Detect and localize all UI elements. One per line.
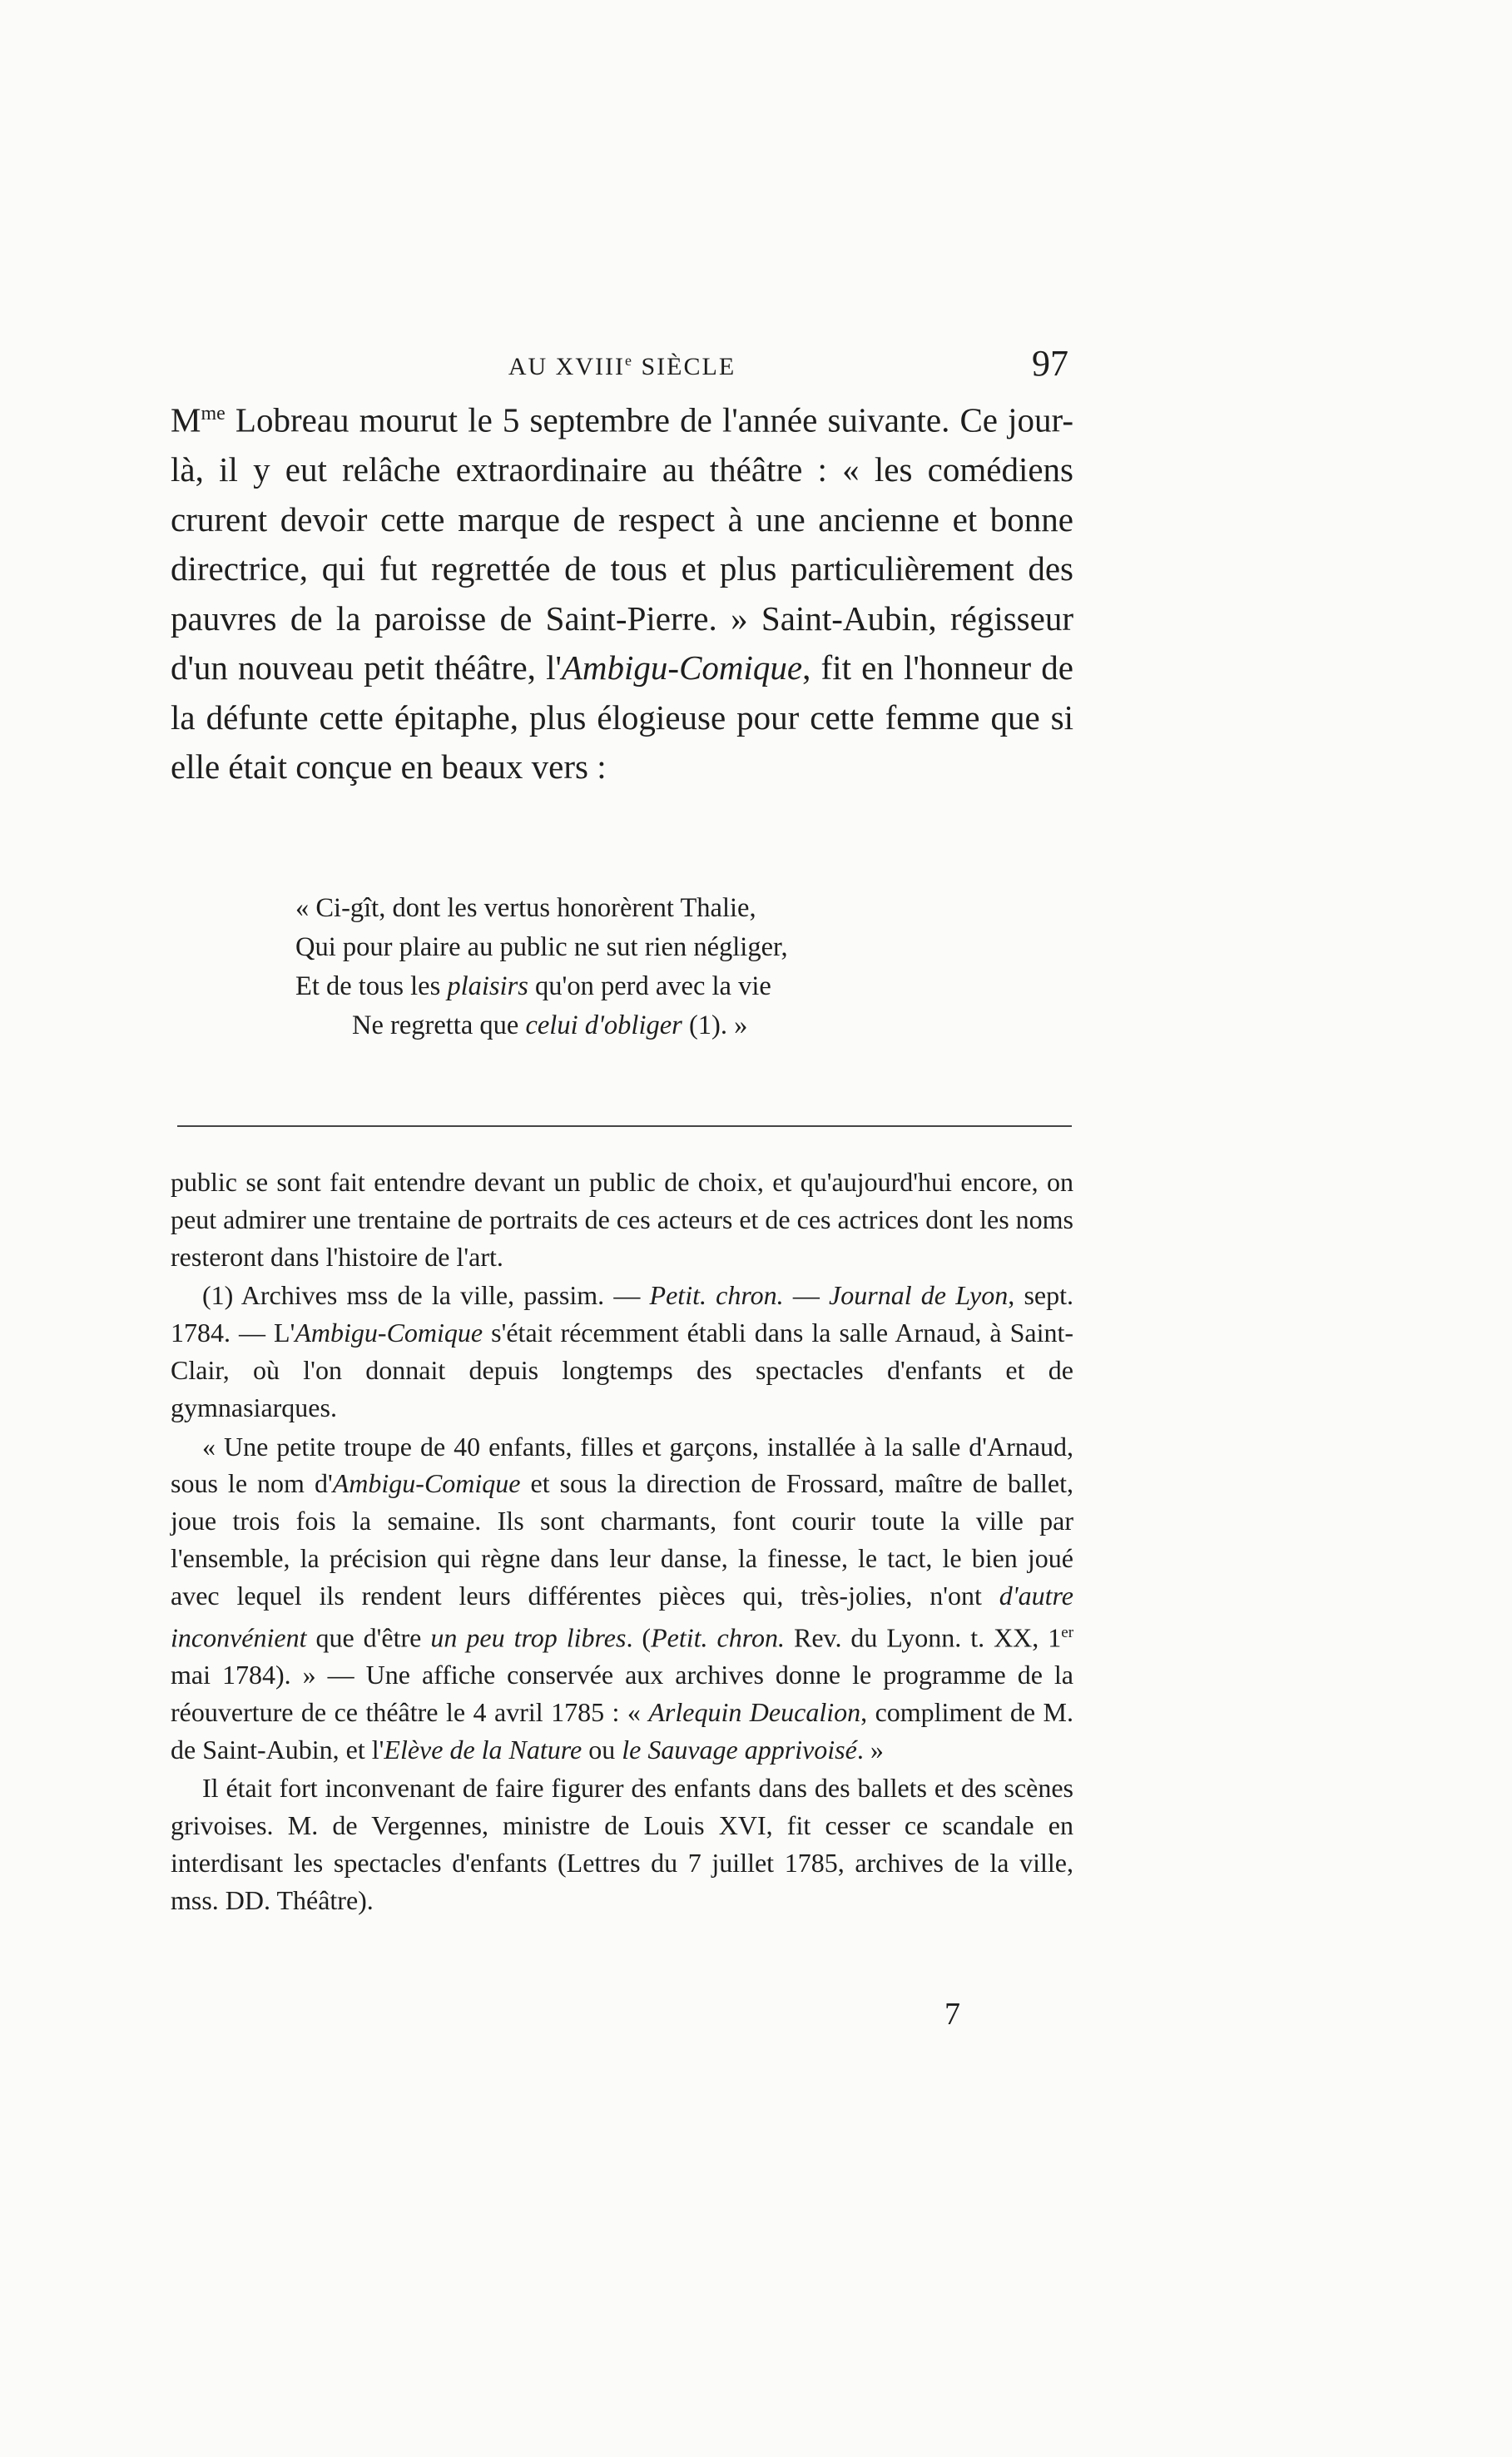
body-paragraph: $M^{me}$ Lobreau mourut le 5 septembre de l'année suivante. Ce jour-là, il y eut relâche extraordinaire au théâtre : « les comédiens crurent devoir cette marque de respect à une ancienne et bonne directrice, qui fut regrettée de tous et plus particulièrement des pauvres de la paroisse de Saint-Pierre. » Saint-Aubin, régisseur d'un nouveau petit théâtre, l'Ambigu-Comique, fit en l'honneur de la défunte cette épitaphe, plus élogieuse pour cette femme que si elle était conçue en beaux vers : [171,400,1073,787]
page-header [171,337,1073,395]
epitaph-verse [295,889,978,1045]
footnote-1: (1) Archives mss de la ville, passim. — Petit. chron. — Journal de Lyon, sept. 1784. — L'Ambigu-Comique s'était récemment établi dans la salle Arnaud, à Saint-Clair, où l'on donnait depuis longtemps des spectacles d'enfants et de gymnasiarques. [171,1280,1074,1422]
verse-line-2: Qui pour plaire au public ne sut rien négliger, [295,932,788,962]
body-text [171,390,1073,792]
footnote-divider [177,1125,1072,1127]
verse-line-3: Et de tous les plaisirs qu'on perd avec la vie [295,971,771,1001]
signature-mark: 7 [944,1997,960,2032]
verse-line-1: « Ci-gît, dont les vertus honorèrent Thalie, [295,893,756,923]
footnote-continuation: public se sont fait entendre devant un public de choix, et qu'aujourd'hui encore, on peut admirer une trentaine de portraits de ces acteurs et de ces actrices dont les noms resteront dans l'histoire de l'art. [171,1167,1073,1272]
footnote-closing: Il était fort inconvenant de faire figurer des enfants dans des ballets et des scènes grivoises. M. de Vergennes, ministre de Louis XVI, fit cesser ce scandale en interdisant les spectacles d'enfants (Lettres du 7 juillet 1785, archives de la ville, mss. DD. Théâtre). [171,1773,1073,1915]
running-title: AU XVIIIe SIÈCLE [508,352,736,380]
footnote-quote: « Une petite troupe de 40 enfants, filles et garçons, installée à la salle d'Arnaud, sous le nom d'Ambigu-Comique et sous la direction de Frossard, maître de ballet, joue trois fois la semaine. Ils sont charmants, font courir toute la ville par l'ensemble, la précision qui règne dans leur danse, la finesse, le tact, le bien joué avec lequel ils rendent leurs différentes pièces qui, très-jolies, n'ont d'autre inconvénient que d'être un peu trop libres. (Petit. chron. Rev. du Lyonn. t. XX, 1er mai 1784). » — Une affiche conservée aux archives donne le programme de la réouverture de ce théâtre le 4 avril 1785 : « Arlequin Deucalion, compliment de M. de Saint-Aubin, et l'Elève de la Nature ou le Sauvage apprivoisé. » [171,1431,1074,1765]
verse-line-4: Ne regretta que celui d'obliger (1). » [352,1010,748,1040]
page-number: 97 [1032,343,1068,384]
footnotes [171,1164,1073,1921]
